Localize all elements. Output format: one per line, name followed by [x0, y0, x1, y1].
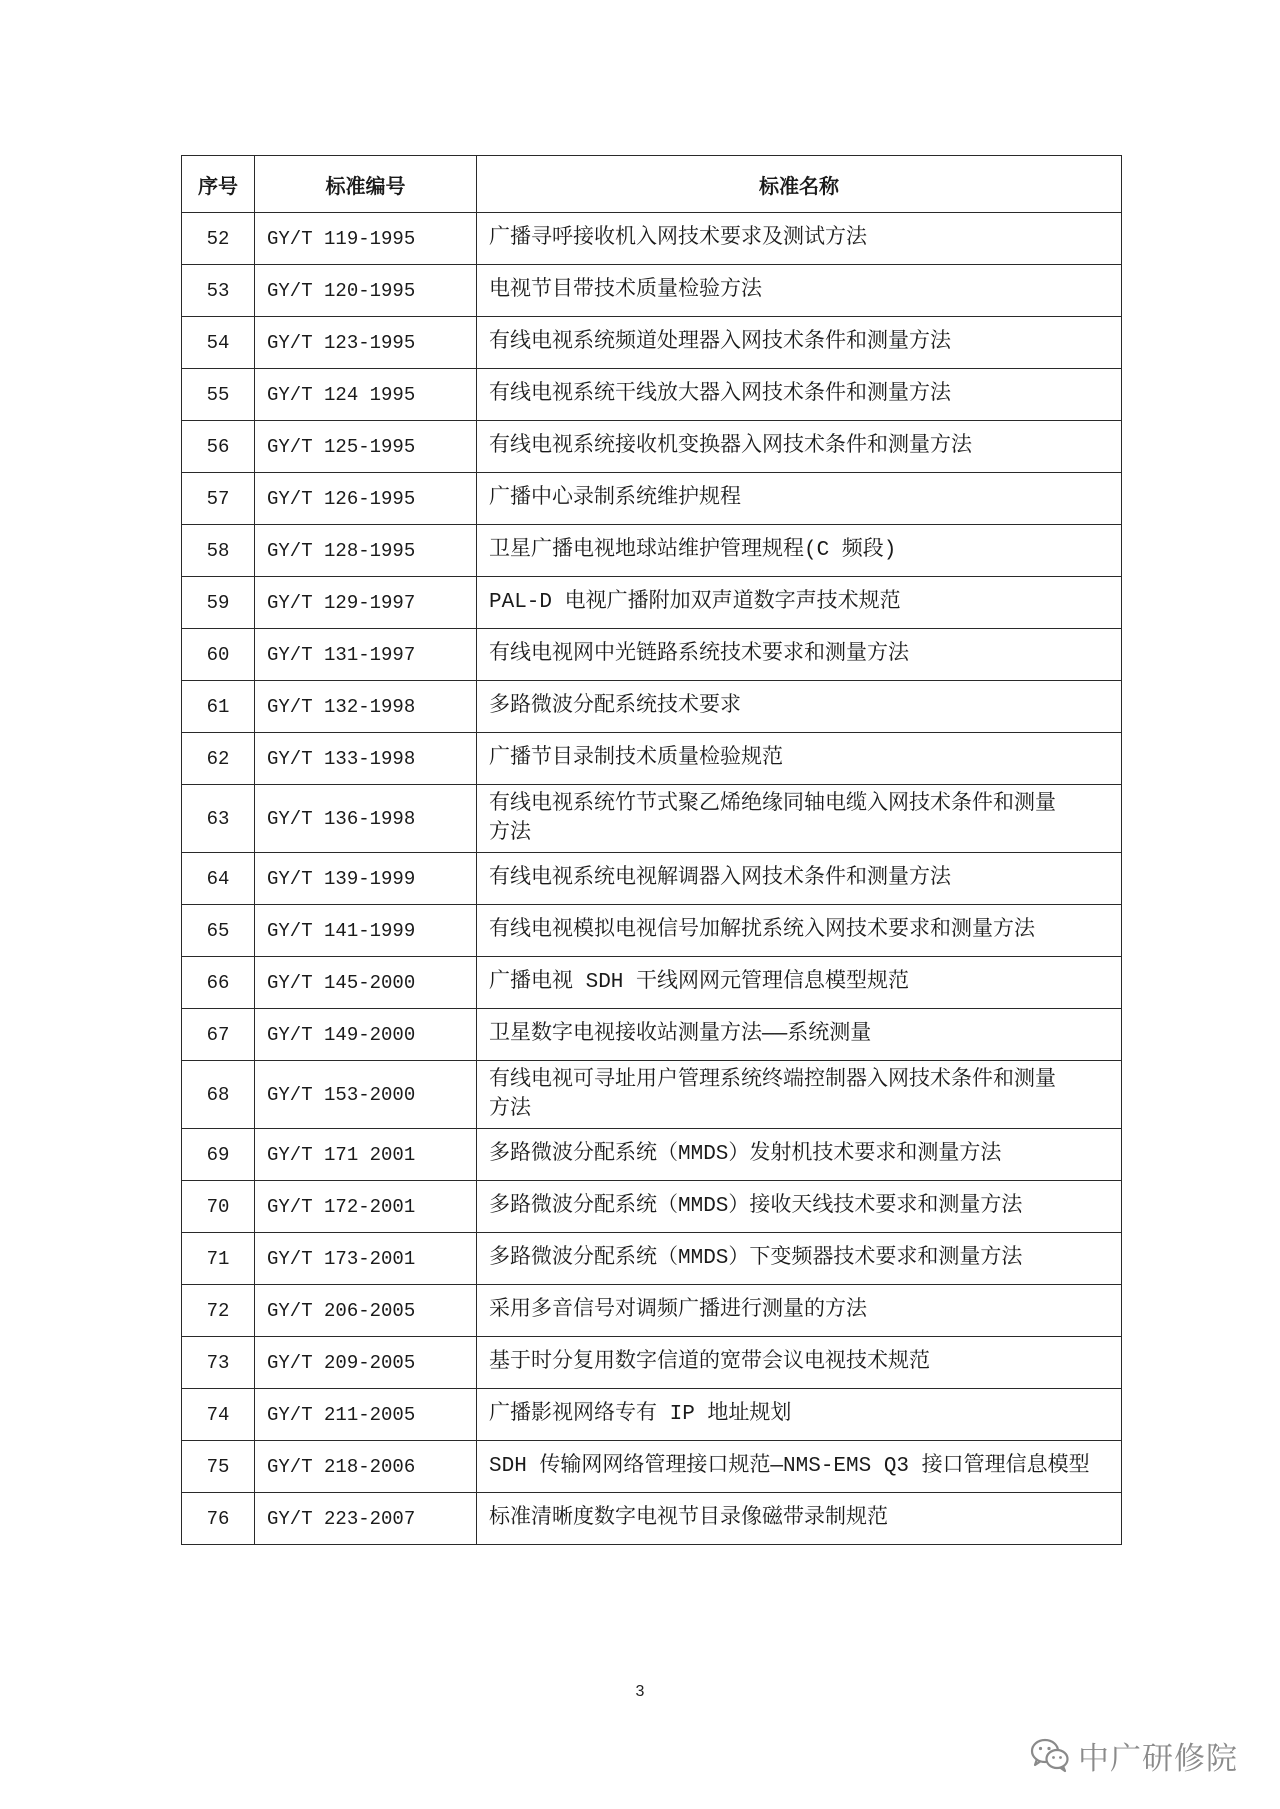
- header-row: [182, 156, 1122, 213]
- row-number: 62: [182, 733, 255, 785]
- standard-name: [477, 733, 1122, 785]
- standard-name: [477, 265, 1122, 317]
- table-row: [182, 681, 1122, 733]
- standard-name-line: 有线电视可寻址用户管理系统终端控制器入网技术条件和测量: [489, 1068, 1056, 1092]
- table-row: [182, 733, 1122, 785]
- table-row: [182, 421, 1122, 473]
- table-row: [182, 957, 1122, 1009]
- standard-name-line: 有线电视系统接收机变换器入网技术条件和测量方法: [489, 434, 972, 458]
- standard-name-line: 基于时分复用数字信道的宽带会议电视技术规范: [489, 1350, 930, 1374]
- header-name: 标准名称: [477, 156, 1122, 213]
- standard-name: [477, 1009, 1122, 1061]
- row-number: 65: [182, 905, 255, 957]
- row-number: 64: [182, 853, 255, 905]
- standard-name-line: PAL-D 电视广播附加双声道数字声技术规范: [489, 590, 901, 614]
- table-row: [182, 1061, 1122, 1129]
- standard-name-line: 广播电视 SDH 干线网网元管理信息模型规范: [489, 970, 910, 994]
- standard-code: GY/T 125-1995: [255, 421, 477, 473]
- table-row: [182, 905, 1122, 957]
- row-number: 61: [182, 681, 255, 733]
- row-number: 71: [182, 1233, 255, 1285]
- table-row: [182, 785, 1122, 853]
- standard-name: [477, 905, 1122, 957]
- watermark: [1030, 1733, 1238, 1777]
- row-number: 63: [182, 785, 255, 853]
- standard-name-line: 有线电视系统频道处理器入网技术条件和测量方法: [489, 330, 951, 354]
- standard-code: GY/T 136-1998: [255, 785, 477, 853]
- standard-name: [477, 629, 1122, 681]
- standard-name-line: 有线电视网中光链路系统技术要求和测量方法: [489, 642, 909, 666]
- table-body: [182, 213, 1122, 1545]
- standard-code: GY/T 123-1995: [255, 317, 477, 369]
- standard-name-line: 有线电视模拟电视信号加解扰系统入网技术要求和测量方法: [489, 918, 1035, 942]
- table-row: [182, 629, 1122, 681]
- table-row: [182, 1285, 1122, 1337]
- watermark-text: 中广研修院: [1078, 1740, 1238, 1777]
- standard-name-line: 多路微波分配系统技术要求: [489, 694, 741, 718]
- row-number: 72: [182, 1285, 255, 1337]
- row-number: 56: [182, 421, 255, 473]
- standard-name-line: 方法: [489, 1097, 531, 1121]
- standard-code: GY/T 124 1995: [255, 369, 477, 421]
- row-number: 67: [182, 1009, 255, 1061]
- standard-name: [477, 1129, 1122, 1181]
- standards-table: [181, 155, 1122, 1545]
- table-row: [182, 853, 1122, 905]
- header-code: 标准编号: [255, 156, 477, 213]
- row-number: 53: [182, 265, 255, 317]
- standard-code: GY/T 171 2001: [255, 1129, 477, 1181]
- table-row: [182, 1129, 1122, 1181]
- row-number: 74: [182, 1389, 255, 1441]
- standard-code: GY/T 223-2007: [255, 1493, 477, 1545]
- standard-code: GY/T 131-1997: [255, 629, 477, 681]
- standard-name: [477, 957, 1122, 1009]
- standard-name-line: 多路微波分配系统（MMDS）接收天线技术要求和测量方法: [489, 1194, 1023, 1218]
- standard-name: [477, 473, 1122, 525]
- standard-name: [477, 421, 1122, 473]
- row-number: 52: [182, 213, 255, 265]
- table-row: [182, 525, 1122, 577]
- row-number: 66: [182, 957, 255, 1009]
- standard-name: [477, 213, 1122, 265]
- standard-code: GY/T 145-2000: [255, 957, 477, 1009]
- standard-name: [477, 1441, 1122, 1493]
- row-number: 76: [182, 1493, 255, 1545]
- standard-name-line: 卫星广播电视地球站维护管理规程(C 频段): [489, 538, 897, 562]
- table-row: [182, 473, 1122, 525]
- standard-name-line: 广播寻呼接收机入网技术要求及测试方法: [489, 226, 867, 250]
- standard-name-line: 广播中心录制系统维护规程: [489, 486, 741, 510]
- standard-name-line: 多路微波分配系统（MMDS）下变频器技术要求和测量方法: [489, 1246, 1023, 1270]
- standard-code: GY/T 173-2001: [255, 1233, 477, 1285]
- standard-code: GY/T 211-2005: [255, 1389, 477, 1441]
- standard-code: GY/T 129-1997: [255, 577, 477, 629]
- standard-name: [477, 317, 1122, 369]
- table-row: [182, 213, 1122, 265]
- table-row: [182, 369, 1122, 421]
- standard-name-line: 广播影视网络专有 IP 地址规划: [489, 1402, 792, 1426]
- table-row: [182, 1009, 1122, 1061]
- standard-name: [477, 681, 1122, 733]
- standard-code: GY/T 209-2005: [255, 1337, 477, 1389]
- standard-name: [477, 1493, 1122, 1545]
- row-number: 69: [182, 1129, 255, 1181]
- table-row: [182, 1493, 1122, 1545]
- standard-code: GY/T 119-1995: [255, 213, 477, 265]
- row-number: 75: [182, 1441, 255, 1493]
- table-row: [182, 1441, 1122, 1493]
- standard-name: [477, 1389, 1122, 1441]
- standard-name: [477, 853, 1122, 905]
- row-number: 57: [182, 473, 255, 525]
- standard-name: [477, 785, 1122, 853]
- row-number: 73: [182, 1337, 255, 1389]
- row-number: 59: [182, 577, 255, 629]
- standard-name-line: 电视节目带技术质量检验方法: [489, 278, 762, 302]
- standard-code: GY/T 126-1995: [255, 473, 477, 525]
- table-row: [182, 577, 1122, 629]
- standard-name: [477, 1285, 1122, 1337]
- standard-name: [477, 577, 1122, 629]
- row-number: 58: [182, 525, 255, 577]
- standard-name-line: 广播节目录制技术质量检验规范: [489, 746, 783, 770]
- standard-name: [477, 1061, 1122, 1129]
- standard-name-line: 有线电视系统电视解调器入网技术条件和测量方法: [489, 866, 951, 890]
- table-row: [182, 1389, 1122, 1441]
- standard-name: [477, 369, 1122, 421]
- standard-name: [477, 1233, 1122, 1285]
- table-row: [182, 1181, 1122, 1233]
- standard-code: GY/T 172-2001: [255, 1181, 477, 1233]
- wechat-icon: [1030, 1737, 1070, 1773]
- row-number: 70: [182, 1181, 255, 1233]
- standard-code: GY/T 132-1998: [255, 681, 477, 733]
- standard-name-line: 有线电视系统干线放大器入网技术条件和测量方法: [489, 382, 951, 406]
- page-number: 3: [635, 1683, 645, 1700]
- standard-name-line: 标准清晰度数字电视节目录像磁带录制规范: [489, 1506, 888, 1530]
- standard-code: GY/T 141-1999: [255, 905, 477, 957]
- table-row: [182, 265, 1122, 317]
- standard-code: GY/T 153-2000: [255, 1061, 477, 1129]
- standard-code: GY/T 139-1999: [255, 853, 477, 905]
- table-row: [182, 317, 1122, 369]
- standard-code: GY/T 218-2006: [255, 1441, 477, 1493]
- table-row: [182, 1233, 1122, 1285]
- standard-code: GY/T 133-1998: [255, 733, 477, 785]
- standard-name: [477, 1181, 1122, 1233]
- header-seq: 序号: [182, 156, 255, 213]
- standard-code: GY/T 149-2000: [255, 1009, 477, 1061]
- standard-name: [477, 525, 1122, 577]
- row-number: 54: [182, 317, 255, 369]
- standard-name-line: 多路微波分配系统（MMDS）发射机技术要求和测量方法: [489, 1142, 1002, 1166]
- table-header: [182, 156, 1122, 213]
- standard-name-line: SDH 传输网网络管理接口规范—NMS-EMS Q3 接口管理信息模型: [489, 1454, 1090, 1478]
- row-number: 68: [182, 1061, 255, 1129]
- standard-name-line: 卫星数字电视接收站测量方法——系统测量: [489, 1022, 872, 1046]
- table-row: [182, 1337, 1122, 1389]
- standard-name-line: 采用多音信号对调频广播进行测量的方法: [489, 1298, 867, 1322]
- row-number: 60: [182, 629, 255, 681]
- standard-name: [477, 1337, 1122, 1389]
- standard-name-line: 方法: [489, 821, 531, 845]
- standard-name-line: 有线电视系统竹节式聚乙烯绝缘同轴电缆入网技术条件和测量: [489, 792, 1056, 816]
- standard-code: GY/T 206-2005: [255, 1285, 477, 1337]
- standard-code: GY/T 120-1995: [255, 265, 477, 317]
- row-number: 55: [182, 369, 255, 421]
- standard-code: GY/T 128-1995: [255, 525, 477, 577]
